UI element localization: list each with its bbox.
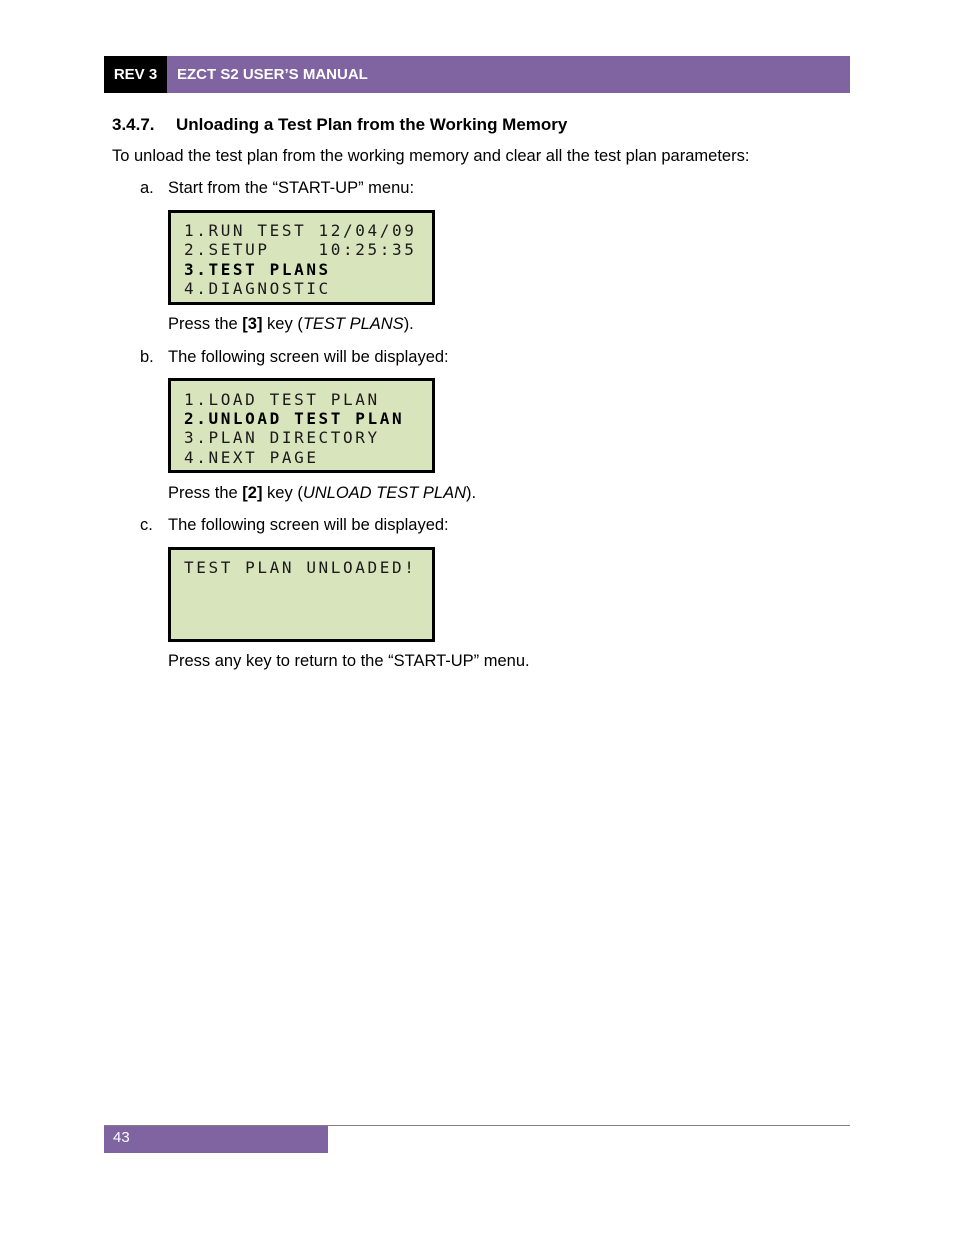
menu-option: UNLOAD TEST PLAN: [302, 484, 467, 502]
note-text: ).: [466, 484, 477, 502]
step-b: [140, 348, 449, 367]
step-text: The following screen will be displayed:: [168, 348, 449, 366]
note-text: ).: [403, 315, 414, 333]
lcd-line-selected: 2.UNLOAD TEST PLAN: [184, 409, 405, 428]
lcd-screen-unloaded: [168, 547, 435, 642]
page-header: [104, 56, 850, 93]
step-text: The following screen will be displayed:: [168, 516, 449, 534]
key-label: [2]: [242, 484, 263, 502]
lcd-line: 2.SETUP 10:25:35: [184, 240, 417, 259]
lcd-screen-test-plans: [168, 378, 435, 473]
lcd-line-selected: 3.TEST PLANS: [184, 260, 331, 279]
manual-title: EZCT S2 USER’S MANUAL: [177, 66, 368, 83]
step-letter: c.: [140, 516, 153, 534]
section-title: Unloading a Test Plan from the Working Memory: [176, 115, 568, 134]
note-text: key (: [262, 315, 303, 333]
note-text: Press the: [168, 315, 243, 333]
lcd-line: 1.RUN TEST 12/04/09: [184, 221, 417, 240]
step-text: Start from the “START-UP” menu:: [168, 179, 415, 197]
note-text: Press the: [168, 484, 243, 502]
intro-paragraph: To unload the test plan from the working memory and clear all the test plan parameters:: [112, 147, 750, 165]
step-letter: a.: [140, 179, 154, 197]
note-text: key (: [262, 484, 303, 502]
page-number-box: [104, 1126, 328, 1153]
menu-option: TEST PLANS: [302, 315, 404, 333]
page-number: 43: [113, 1129, 130, 1146]
step-c-note: Press any key to return to the “START-UP” menu.: [168, 652, 530, 670]
step-letter: b.: [140, 348, 154, 366]
key-label: [3]: [242, 315, 263, 333]
revision-label: REV 3: [104, 56, 167, 93]
lcd-line: 4.NEXT PAGE: [184, 448, 319, 467]
step-a-note: [168, 315, 414, 334]
lcd-line: 1.LOAD TEST PLAN: [184, 390, 380, 409]
section-heading: [112, 115, 567, 135]
lcd-line: 3.PLAN DIRECTORY: [184, 428, 380, 447]
lcd-screen-startup: [168, 210, 435, 305]
lcd-line: 4.DIAGNOSTIC: [184, 279, 331, 298]
step-b-note: [168, 484, 476, 503]
step-c: [140, 516, 449, 535]
section-number: 3.4.7.: [112, 115, 155, 134]
step-a: [140, 179, 414, 198]
lcd-line: TEST PLAN UNLOADED!: [184, 558, 417, 577]
